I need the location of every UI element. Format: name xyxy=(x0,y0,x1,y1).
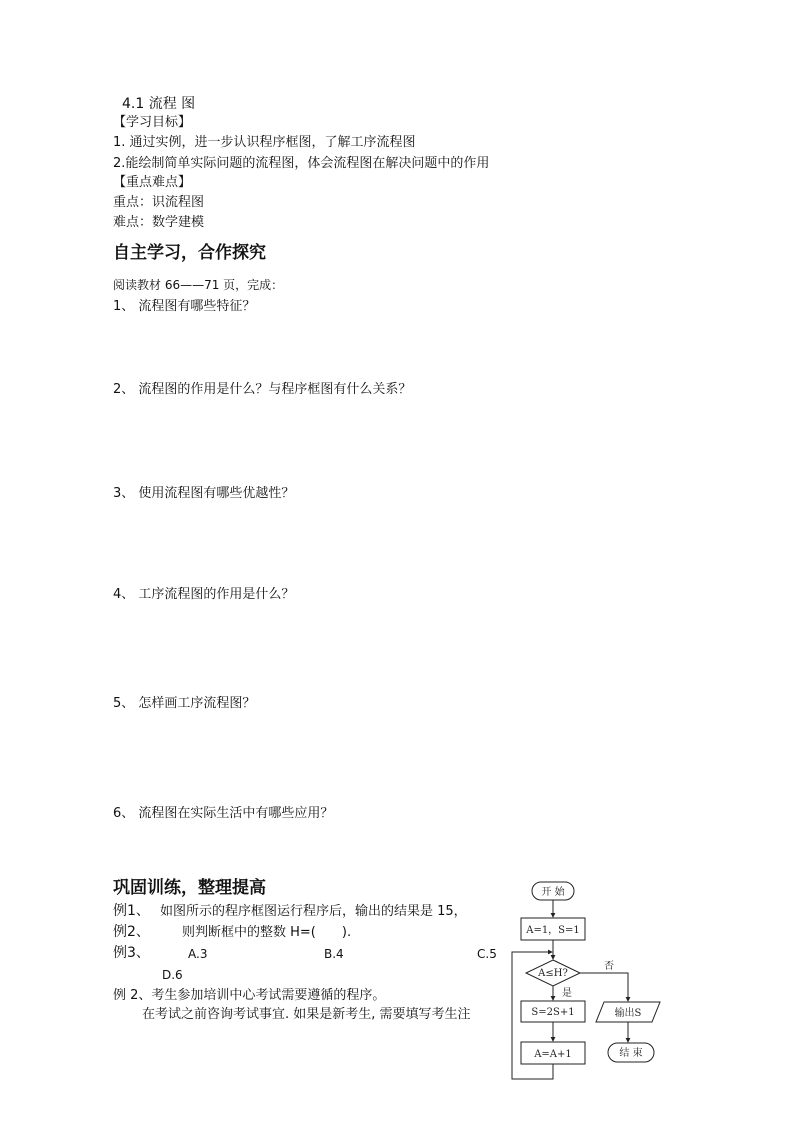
page-title: 4.1 流程 图 xyxy=(122,96,196,112)
question-5: 5、 怎样画工序流程图？ xyxy=(113,696,256,711)
init-label: A=1，S=1 xyxy=(526,925,580,936)
end-label: 结 束 xyxy=(619,1048,643,1059)
option-c: C.5 xyxy=(477,947,497,961)
question-3: 3、 使用流程图有哪些优越性？ xyxy=(113,486,295,501)
question-6: 6、 流程图在实际生活中有哪些应用？ xyxy=(113,806,334,821)
goal-item-1: 1. 通过实例，进一步认识程序框图，了解工序流程图 xyxy=(113,135,416,150)
example-2-line-1: 例 2、考生参加培训中心考试需要遵循的程序。 xyxy=(113,988,386,1003)
difficulty-text: 难点：数学建模 xyxy=(113,215,205,230)
goals-heading: 【学习目标】 xyxy=(113,115,192,130)
yes-label: 是 xyxy=(562,988,572,999)
question-2: 2、 流程图的作用是什么？与程序框图有什么关系？ xyxy=(113,382,412,397)
condition-label: A≤H? xyxy=(538,968,568,979)
no-branch-arrow xyxy=(580,973,628,1001)
option-a: A.3 xyxy=(188,947,208,961)
program-flowchart xyxy=(500,876,672,1084)
practice-heading: 巩固训练，整理提高 xyxy=(113,878,266,898)
update-s-label: S=2S+1 xyxy=(531,1007,575,1018)
example-label-1: 例1、 xyxy=(113,903,150,919)
goal-item-2: 2.能绘制简单实际问题的流程图，体会流程图在解决问题中的作用 xyxy=(113,156,490,171)
start-label: 开 始 xyxy=(541,887,565,898)
keypoint-text: 重点：识流程图 xyxy=(113,195,205,210)
example-label-2: 例2、 xyxy=(113,924,150,940)
keypoints-heading: 【重点难点】 xyxy=(113,175,192,190)
example-1-question: 则判断框中的整数 H=( ). xyxy=(182,925,352,940)
question-1: 1、 流程图有哪些特征？ xyxy=(113,299,256,314)
reading-instruction: 阅读教材 66——71 页，完成： xyxy=(113,278,284,292)
example-2-line-2: 在考试之前咨询考试事宜. 如果是新考生, 需要填写考生注 xyxy=(142,1007,471,1022)
example-1-text: 如图所示的程序框图运行程序后，输出的结果是 15， xyxy=(160,904,467,919)
self-study-heading: 自主学习，合作探究 xyxy=(113,243,266,263)
example-label-3: 例3、 xyxy=(113,945,150,961)
question-4: 4、 工序流程图的作用是什么？ xyxy=(113,587,295,602)
no-label: 否 xyxy=(604,961,614,972)
update-a-label: A=A+1 xyxy=(534,1049,572,1060)
output-label: 输出S xyxy=(614,1008,642,1019)
option-d: D.6 xyxy=(162,968,183,982)
option-b: B.4 xyxy=(324,947,344,961)
